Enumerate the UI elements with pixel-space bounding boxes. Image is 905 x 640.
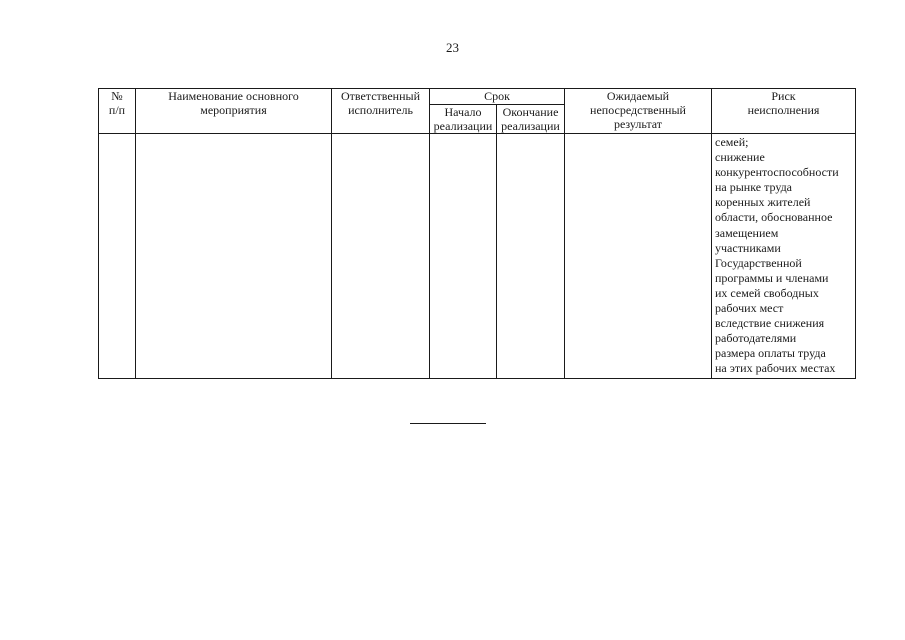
header-term: Срок [430,89,565,105]
risk-line: программы и членами [715,270,829,285]
risk-line: на этих рабочих местах [715,361,836,376]
activities-table [98,88,856,379]
risk-line: участниками [715,240,781,255]
header-risk: Риск неисполнения [712,89,856,134]
header-activity-name: Наименование основного мероприятия [136,89,332,134]
header-term-start: Начало реализации [430,105,497,134]
risk-line: вследствие снижения [715,316,825,331]
risk-line: замещением [715,225,779,240]
page-number: 23 [446,40,459,55]
cell-risk [712,134,856,379]
risk-line: Государственной [715,255,802,270]
cell-expected-result [565,134,712,379]
risk-line: снижение [715,150,765,165]
cell-term-end [497,134,565,379]
cell-activity-name [136,134,332,379]
risk-line: их семей свободных [715,285,819,300]
risk-line: области, обоснованное [715,210,833,225]
risk-line: размера оплаты труда [715,346,826,361]
risk-line: коренных жителей [715,195,811,210]
header-term-end: Окончание реализации [497,105,565,134]
header-num: № п/п [99,89,136,134]
risk-line: конкурентоспособности [715,165,839,180]
risk-line: на рынке труда [715,180,792,195]
risk-line: семей; [715,135,749,149]
risk-line: работодателями [715,331,797,346]
header-expected-result: Ожидаемый непосредственный результат [565,89,712,134]
table-row [99,134,856,379]
cell-term-start [430,134,497,379]
header-executor: Ответственный исполнитель [332,89,430,134]
risk-line: рабочих мест [715,301,784,316]
end-divider [410,423,486,424]
cell-num [99,134,136,379]
cell-executor [332,134,430,379]
